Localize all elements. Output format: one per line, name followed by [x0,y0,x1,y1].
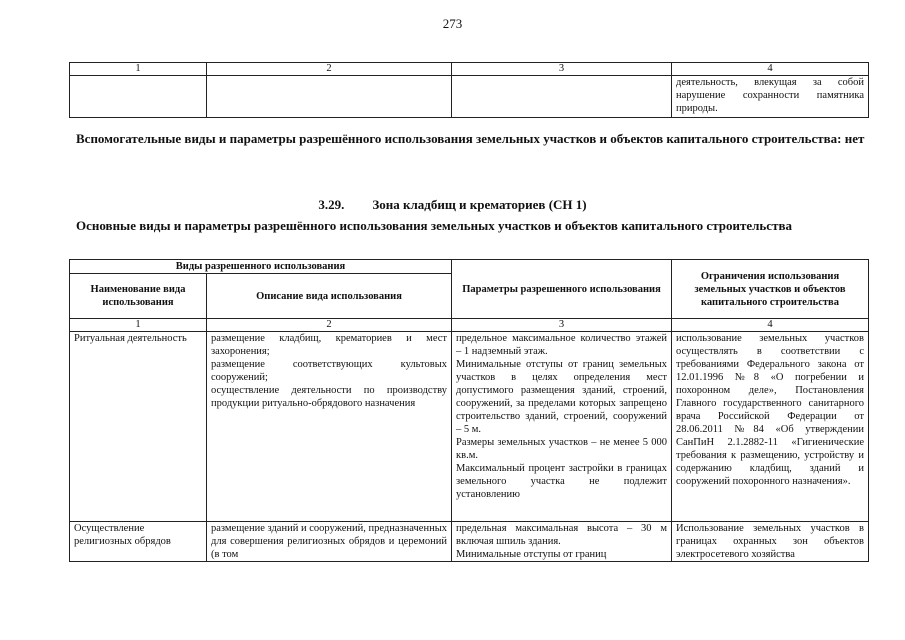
header-parameters: Параметры разрешенного использования [452,260,672,319]
column-number: 2 [207,63,452,76]
zone-name: Зона кладбищ и крематориев (СН 1) [372,197,587,212]
column-number-row [70,63,869,76]
description-line: размещение зданий и сооружений, предназначенных для совершения религиозных обрядов и церемоний (в том [211,523,448,560]
empty-cell [207,76,452,118]
header-description: Описание вида использования [207,274,452,319]
column-number: 4 [672,63,869,76]
parameters-cell [452,522,672,562]
parameter-line: Максимальный процент застройки в границах земельного участка не подлежит установлению [456,463,668,500]
parameters-cell [452,332,672,522]
parameter-line: Минимальные отступы от границ [456,549,607,560]
page-number: 273 [442,16,463,31]
zone-number: 3.29. [318,197,345,212]
description-line: размещение соответствующих культовых сооружений; [211,359,448,383]
continued-table [69,62,869,118]
parameter-line: Размеры земельных участков – не менее 5 000 кв.м. [456,437,668,461]
header-row [70,260,869,274]
header-name: Наименование вида использования [70,274,207,319]
column-number: 3 [452,63,672,76]
table-row [70,522,869,562]
empty-cell [452,76,672,118]
main-uses-heading: Основные виды и параметры разрешённого использования земельных участков и объектов капитального строительства [76,218,792,233]
parameter-line: предельное максимальное количество этажей – 1 надземный этаж. [456,333,668,357]
parameter-line: Минимальные отступы от границ земельных участков в целях определения мест допустимого размещения зданий, строений, сооружений, за пределами которых запрещено строительство зданий, строений, сооружений – 5 м. [456,359,668,435]
restrictions-cell: Использование земельных участков в границах охранных зон объектов электросетевого хозяйства [672,522,869,562]
zone-title [0,197,905,213]
column-number: 2 [207,319,452,332]
description-line: размещение кладбищ, крематориев и мест захоронения; [211,333,448,357]
column-number: 1 [70,319,207,332]
use-name-cell: Ритуальная деятельность [70,332,207,522]
empty-cell [70,76,207,118]
column-number: 4 [672,319,869,332]
column-number: 3 [452,319,672,332]
description-line: осуществление деятельности по производству продукции ритуально-обрядового назначения [211,385,448,409]
restrictions-cell: использование земельных участков осуществлять в соответствии с требованиями Федерального закона от 12.01.1996 №8 «О погребении и похоронном деле», Постановления Главного государственного санитарного врача Российской Федерации от 28.06.2011 №84 «Об утверждении СанПиН 2.1.2882-11 «Гигиенические требования к размещению, устройству и содержанию кладбищ, зданий и сооружений похоронного назначения». [672,332,869,522]
auxiliary-uses-heading: Вспомогательные виды и параметры разрешённого использования земельных участков и объектов капитального строительства: нет [76,131,865,146]
use-description-cell [207,522,452,562]
header-group: Виды разрешенного использования [70,260,452,274]
column-number: 1 [70,63,207,76]
table-row [70,332,869,522]
header-restrictions: Ограничения использования земельных участков и объектов капитального строительства [672,260,869,319]
parameter-line: предельная максимальная высота – 30 м включая шпиль здания. [456,523,668,547]
restriction-cell: деятельность, влекущая за собой нарушение сохранности памятника природы. [672,76,869,118]
use-name-cell: Осуществление религиозных обрядов [70,522,207,562]
table-row [70,76,869,118]
use-description-cell [207,332,452,522]
column-number-row [70,319,869,332]
land-use-table [69,259,869,562]
